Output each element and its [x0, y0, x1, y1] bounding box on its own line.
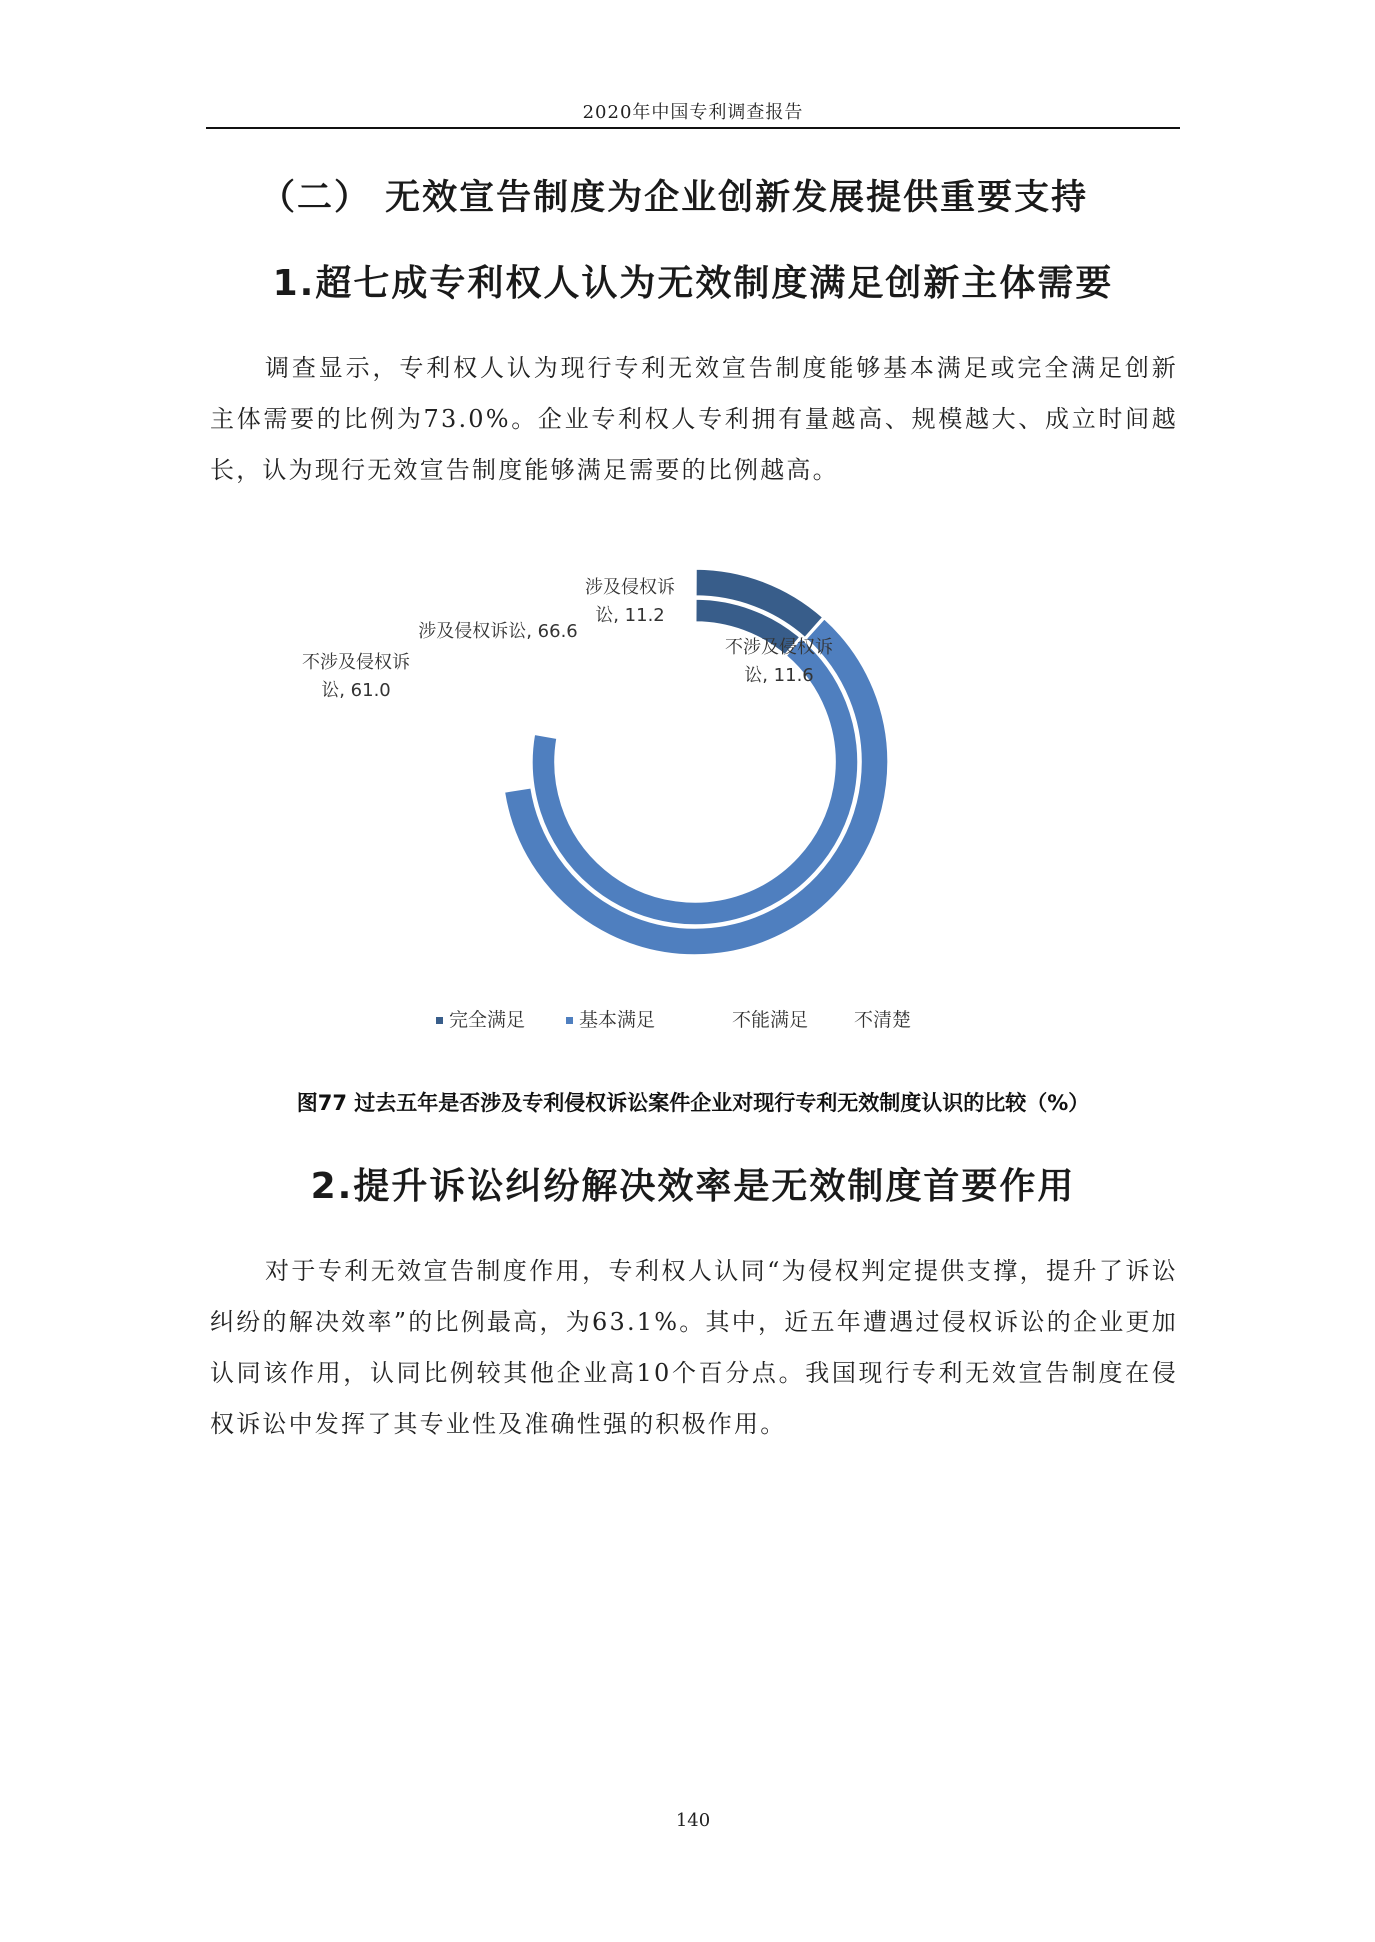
- legend-item: [719, 1005, 808, 1032]
- legend-swatch: [436, 1017, 443, 1024]
- section-heading: （二） 无效宣告制度为企业创新发展提供重要支持: [260, 178, 1089, 218]
- page-number: 140: [675, 1810, 711, 1831]
- legend-label: 完全满足: [449, 1009, 526, 1031]
- subsection-1-paragraph: 调查显示，专利权人认为现行专利无效宣告制度能够基本满足或完全满足创新主体需要的比例为73.0%。企业专利权人专利拥有量越高、规模越大、成立时间越长，认为现行无效宣告制度能够满足需要的比例越高。: [210, 354, 1178, 484]
- legend-swatch: [719, 1017, 726, 1024]
- legend-swatch: [566, 1017, 573, 1024]
- data-label: 涉及侵权诉讼, 66.6: [418, 621, 578, 642]
- header-divider: [206, 127, 1180, 129]
- legend-swatch: [841, 1017, 848, 1024]
- legend-label: 不能满足: [732, 1009, 809, 1031]
- figure-caption: 图77 过去五年是否涉及专利侵权诉讼案件企业对现行专利无效制度认识的比较（%）: [296, 1091, 1090, 1115]
- legend-item: [436, 1005, 525, 1032]
- data-label: 不涉及侵权诉讼, 61.0: [302, 652, 410, 701]
- subsection-2-paragraph: 对于专利无效宣告制度作用，专利权人认同“为侵权判定提供支撑，提升了诉讼纠纷的解决效率”的比例最高，为63.1%。其中，近五年遭遇过侵权诉讼的企业更加认同该作用，认同比例较其他企业高10个百分点。我国现行专利无效宣告制度在侵权诉讼中发挥了其专业性及准确性强的积极作用。: [210, 1257, 1178, 1438]
- doughnut-chart: [206, 540, 1180, 1060]
- legend-item: [566, 1005, 655, 1032]
- subsection-1-heading: 1.超七成专利权人认为无效制度满足创新主体需要: [272, 263, 1114, 304]
- data-label: 不涉及侵权诉讼, 11.6: [725, 637, 833, 686]
- chart-legend: [436, 1005, 956, 1035]
- data-label: 涉及侵权诉讼, 11.2: [585, 577, 675, 626]
- subsection-2-heading: 2.提升诉讼纠纷解决效率是无效制度首要作用: [310, 1166, 1076, 1207]
- legend-label: 基本满足: [579, 1009, 656, 1031]
- doughnut-chart-svg: [206, 540, 1180, 1060]
- legend-item: [841, 1005, 911, 1032]
- legend-label: 不清楚: [854, 1009, 912, 1031]
- running-header: 2020年中国专利调查报告: [582, 102, 804, 123]
